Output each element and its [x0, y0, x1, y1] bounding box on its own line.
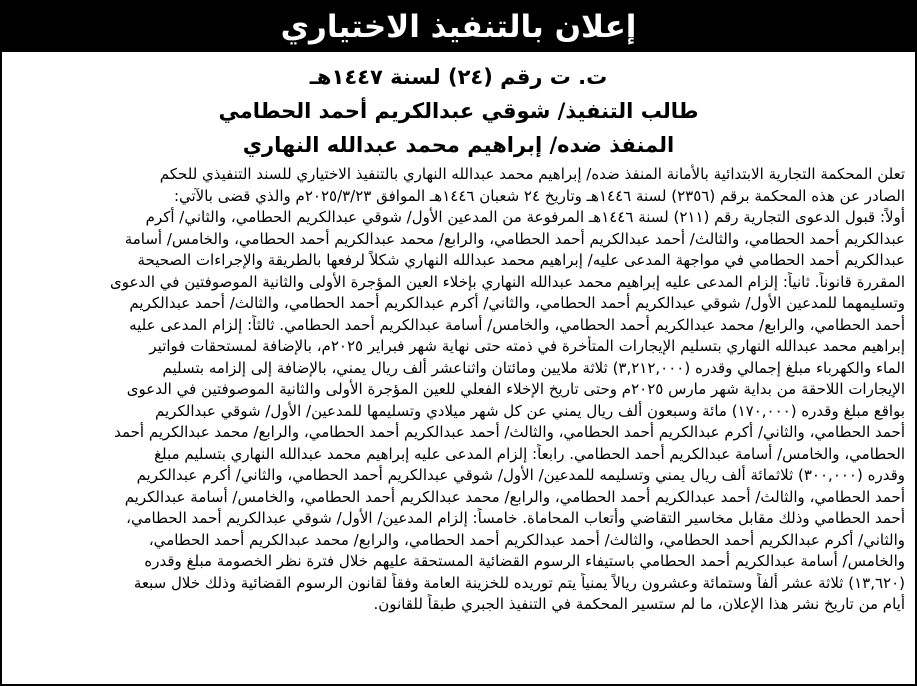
body-line: بواقع مبلغ وقدره (١٧٠,٠٠٠) مائة وسبعون ألف ريال يمني عن كل شهر ميلادي وتسليمها للمدعين/ الأول/ شوقي عبدالكريم	[155, 401, 905, 420]
case-headlines	[2, 60, 915, 162]
body-line: والثاني/ أكرم عبدالكريم أحمد الحطامي، والثالث/ أحمد عبدالكريم أحمد الحطامي، والرابع/ محمد عبدالكريم أحمد الحطامي،	[148, 530, 905, 549]
body-line: الصادر عن هذه المحكمة برقم (٢٣٥٦) لسنة ١٤٤٦هـ وتاريخ ٢٤ شعبان ١٤٤٦هـ الموافق ٢٠٢٥/٣/٢٣م والذي قضى بالآتي:	[173, 186, 905, 205]
body-line: عبدالكريم أحمد الحطامي في مواجهة المدعى عليه/ إبراهيم محمد عبدالله النهاري شكلاً لرفعها بالطريقة والإجراءات الصحيحة	[137, 251, 905, 269]
body-line: أولاً: قبول الدعوى التجارية رقم (٢١١) لسنة ١٤٤٦هـ المرفوعة من المدعين الأول/ شوقي عبدالكريم الحطامي، والثاني/ أكرم	[145, 208, 905, 226]
body-line: أيام من تاريخ نشر هذا الإعلان، ما لم ستسير المحكمة في التنفيذ الجبري طبقاً للقانون.	[373, 595, 905, 613]
body-line: والخامس/ أسامة عبدالكريم أحمد الحطامي باستيفاء الرسوم القضائية المستحقة عليهم خلال فترة نظر الخصومة مبلغ وقدره	[144, 552, 905, 570]
execution-respondent: المنفذ ضده/ إبراهيم محمد عبدالله النهاري	[242, 133, 675, 157]
notice-title: إعلان بالتنفيذ الاختياري	[280, 9, 637, 45]
notice-header-bar	[2, 2, 915, 52]
notice-body-text	[12, 164, 905, 616]
body-line: تعلن المحكمة التجارية الابتدائية بالأمانة المنفذ ضده/ إبراهيم محمد عبدالله النهاري بالتنفيذ الاختياري للسند التنفيذي للحكم	[159, 165, 905, 183]
case-number: ت. ت رقم (٢٤) لسنة ١٤٤٧هـ	[309, 65, 608, 89]
body-line: وقدره (٣٠٠,٠٠٠) ثلاثمائة ألف ريال يمني وتسليمه للمدعين/ الأول/ شوقي عبدالكريم أحمد الحطامي، والثاني/ أكرم عبدالكريم	[136, 466, 905, 484]
body-line: المقررة قانوناً. ثانياً: إلزام المدعى عليه إبراهيم محمد عبدالله النهاري بإخلاء العين المؤجرة الأولى والثانية الموصوفتين في الدعوى	[109, 272, 905, 291]
body-line: أحمد الحطامي، والثاني/ أكرم عبدالكريم أحمد الحطامي، والثالث/ أحمد عبدالكريم أحمد الحطامي، والرابع/ محمد عبدالكريم أحمد	[114, 423, 905, 441]
body-line: وتسليمهما للمدعين الأول/ شوقي عبدالكريم أحمد الحطامي، والثاني/ أكرم عبدالكريم أحمد الحطامي، والثالث/ أحمد عبدالكريم	[129, 294, 905, 312]
execution-applicant: طالب التنفيذ/ شوقي عبدالكريم أحمد الحطامي	[218, 99, 699, 123]
body-line: إبراهيم محمد عبدالله النهاري بتسليم الإيجارات المتأخرة في ذمته حتى نهاية شهر فبراير ٢٠٢٥م، بالإضافة لمستحقات فواتير	[149, 337, 905, 355]
body-line: أحمد الحطامي، والرابع/ محمد عبدالكريم أحمد الحطامي، والخامس/ أسامة عبدالكريم أحمد الحطامي. ثالثاً: إلزام المدعى عليه	[129, 315, 905, 334]
body-line: أحمد الحطامي، والثالث/ أحمد عبدالكريم أحمد الحطامي، والرابع/ محمد عبدالكريم أحمد الحطامي، والخامس/ أسامة عبدالكريم	[124, 487, 905, 506]
body-line: الإيجارات اللاحقة من بداية شهر مارس ٢٠٢٥م وحتى تاريخ الإخلاء الفعلي للعين المؤجرة الأولى والثانية الموصوفتين في الدعوى	[126, 380, 905, 398]
body-line: (١٣,٦٢٠) ثلاثة عشر ألفاً وستمائة وعشرون ريالاً يمنياً يتم توريده للخزينة العامة وفقاً لقانون الرسوم القضائية وذلك خلال سبعة	[133, 573, 905, 592]
body-line: الماء والكهرباء مبلغ إجمالي وقدره (٣,٢١٢,٠٠٠) ثلاثة ملايين ومائتان واثناعشر ألف ريال يمني، بالإضافة إلى إلزامه بتسليم	[162, 358, 905, 377]
body-line: أحمد الحطامي وذلك مقابل مخاسير التقاضي وأتعاب المحاماة. خامساً: إلزام المدعين/ الأول/ شوقي عبدالكريم أحمد الحطامي،	[126, 509, 905, 527]
body-line: عبدالكريم أحمد الحطامي، والثالث/ أحمد عبدالكريم أحمد الحطامي، والرابع/ محمد عبدالكريم أحمد الحطامي، والخامس/ أسامة	[124, 229, 905, 248]
body-line: الحطامي، والخامس/ أسامة عبدالكريم أحمد الحطامي. رابعاً: إلزام المدعى عليه إبراهيم محمد عبدالله النهاري بتسليم مبلغ	[154, 444, 905, 463]
